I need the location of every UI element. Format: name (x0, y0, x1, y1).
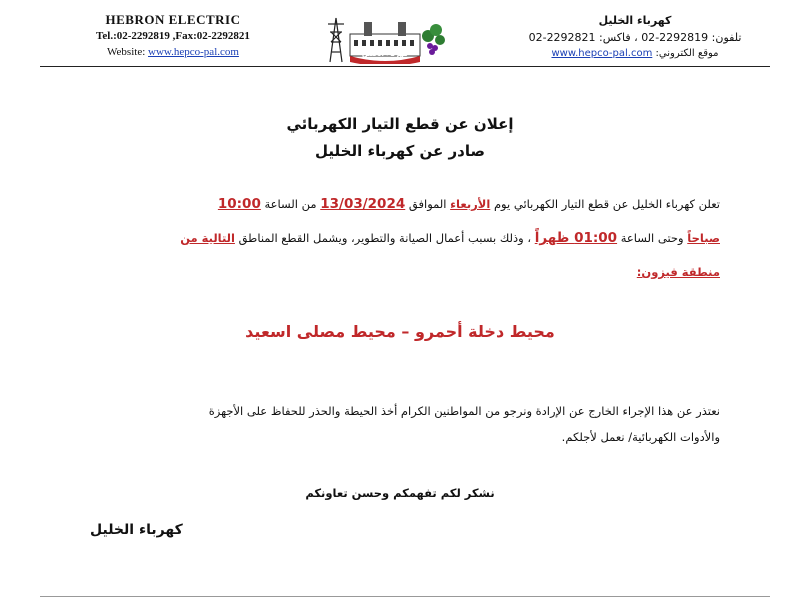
outage-end-time: 01:00 ظهراً (534, 230, 618, 246)
body-line-3 (80, 255, 720, 289)
morning-label: صباحاً (687, 231, 720, 245)
thanks-line: نشكر لكم تفهمكم وحسن تعاونكم (305, 486, 495, 500)
website-label-ar: موقع الكتروني: (655, 48, 719, 59)
contact-en: Tel.:02-2292819 ,Fax:02-2292821 (96, 30, 250, 42)
announcement-body (80, 187, 720, 289)
website-label-en: Website: (107, 46, 146, 58)
announcement-subtitle: صادر عن كهرباء الخليل (315, 142, 485, 160)
outage-date: 13/03/2024 (320, 196, 406, 212)
tower-icon (328, 18, 344, 62)
body-line-2 (80, 221, 720, 255)
grape-leaf-icon (422, 24, 445, 55)
website-link-ar[interactable]: www.hepco-pal.com (551, 48, 653, 59)
website-en (58, 46, 288, 58)
body-text: وحتى الساعة (620, 231, 684, 245)
header-english (58, 12, 288, 58)
outage-day: الأربعاء (450, 197, 491, 211)
signature: كهرباء الخليل (90, 522, 183, 538)
contact-ar: تلفون: 2292819-02 ، فاكس: 2292821-02 (528, 31, 742, 44)
body-text: من الساعة (264, 197, 317, 211)
apology-paragraph (80, 398, 720, 450)
outage-start-time: 10:00 (217, 196, 261, 212)
body-text: الموافق (408, 197, 447, 211)
announcement-title: إعلان عن قطع التيار الكهربائي (286, 115, 514, 133)
header-arabic (500, 14, 770, 59)
following-areas-label: التالية من (180, 231, 235, 245)
website-ar (500, 48, 770, 59)
region-name: منطقة فيزون: (636, 265, 720, 279)
affected-areas: محيط دخلة أحمرو – محيط مصلى اسعيد (245, 322, 555, 341)
logo-banner-text: كهرباء الخليل (361, 50, 409, 58)
company-name-ar: كهرباء الخليل (598, 14, 672, 27)
header-divider (40, 66, 770, 67)
body-text: تعلن كهرباء الخليل عن قطع التيار الكهربائي يوم (493, 197, 720, 211)
body-line-1 (80, 187, 720, 221)
body-text: ، وذلك بسبب أعمال الصيانة والتطوير، ويشمل القطع المناطق (238, 231, 532, 245)
apology-line-1: نعتذر عن هذا الإجراء الخارج عن الإرادة ونرجو من المواطنين الكرام أخذ الحيطة والحذر للحفاظ على الأجهزة (208, 404, 720, 418)
website-link-en[interactable]: www.hepco-pal.com (148, 46, 239, 58)
footer-divider (40, 596, 770, 597)
apology-line-2: والأدوات الكهربائية/ نعمل لأجلكم. (561, 430, 720, 444)
company-name-en: HEBRON ELECTRIC (105, 12, 241, 27)
